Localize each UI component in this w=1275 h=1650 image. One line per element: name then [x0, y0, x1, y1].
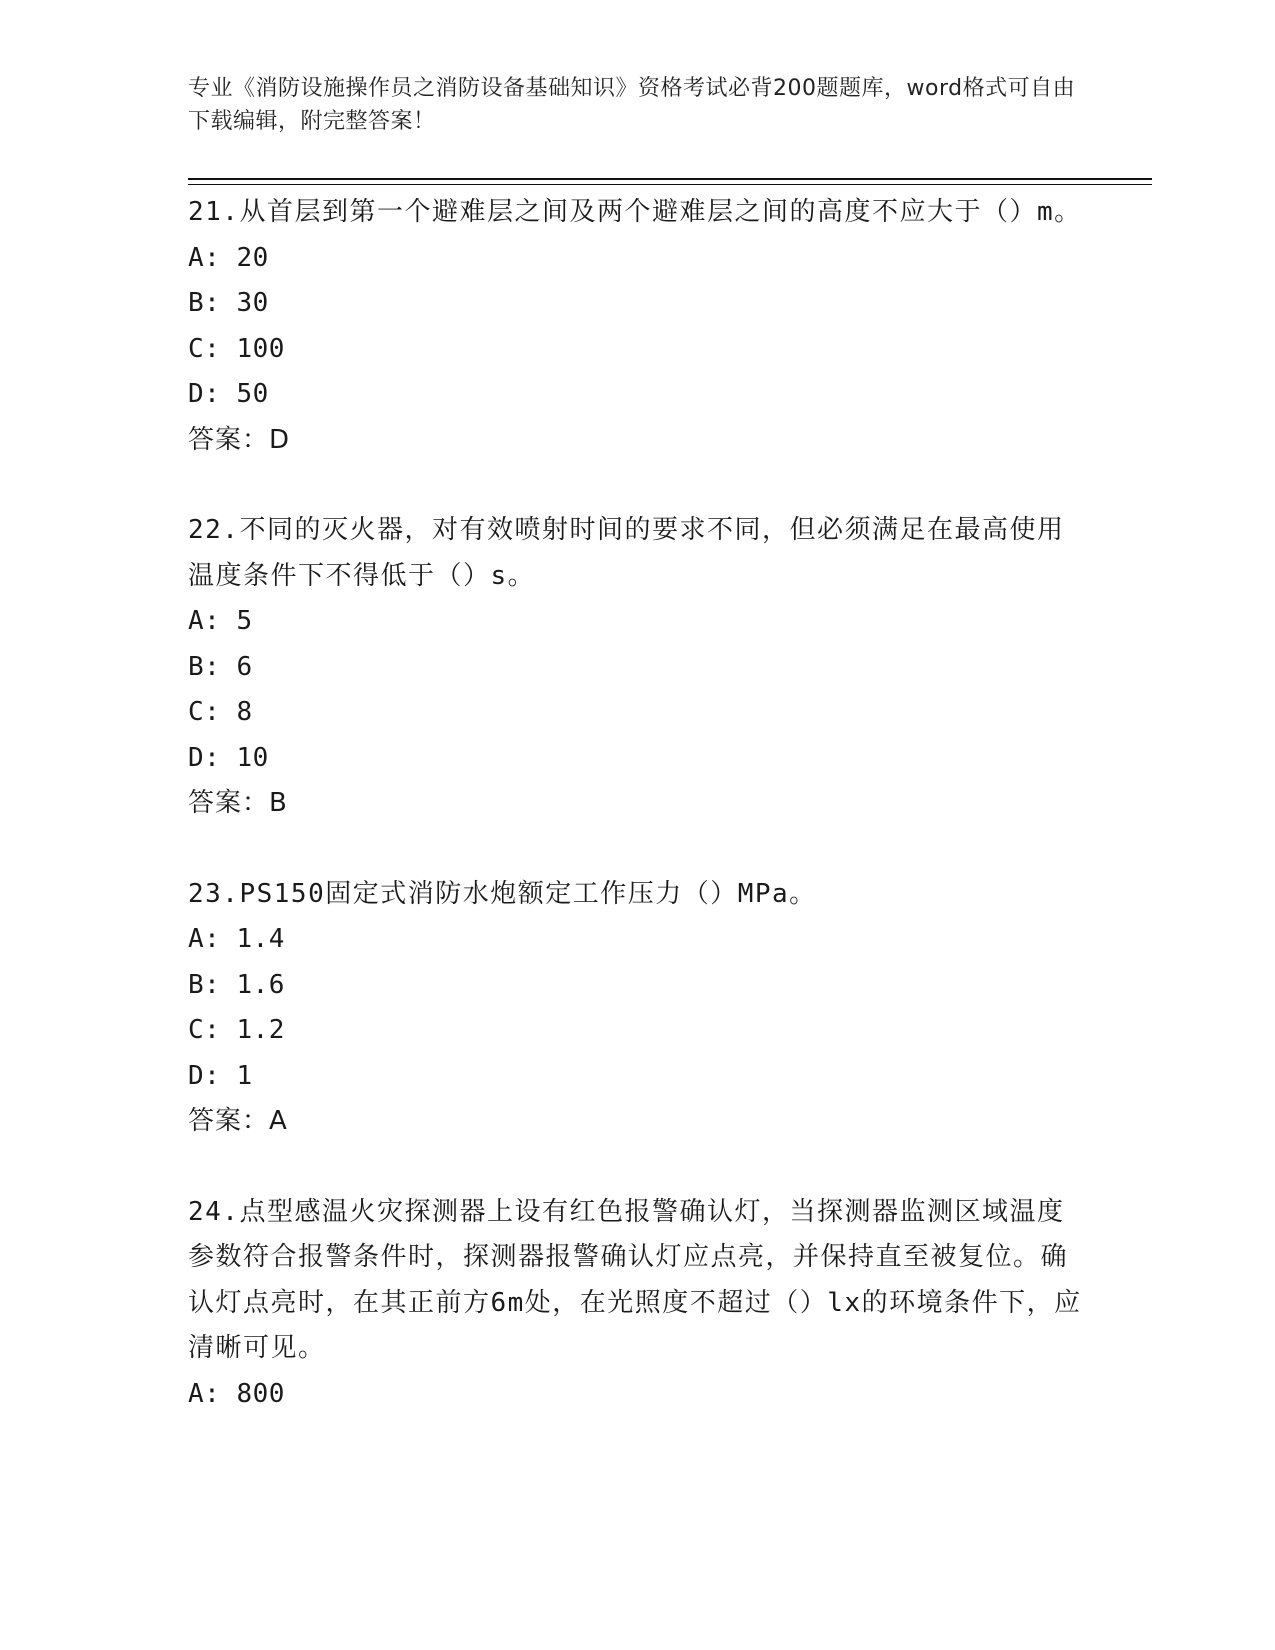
answer-line: 答案：D	[188, 424, 291, 455]
option-b: B: 6	[188, 651, 253, 682]
option-b: B: 30	[188, 288, 269, 318]
option-a: A: 800	[188, 1378, 285, 1409]
option-b: B: 1.6	[188, 969, 285, 1000]
question-stem: 22.不同的灭火器，对有效喷射时间的要求不同，但必须满足在最高使用温度条件下不得低于（）s。	[188, 515, 1065, 591]
option-a: A: 5	[188, 606, 253, 636]
option-a: A: 20	[188, 242, 269, 273]
header-divider-bottom	[188, 184, 1152, 185]
answer-line: 答案：A	[188, 1106, 288, 1136]
option-a: A: 1.4	[188, 924, 285, 954]
option-d: D: 10	[188, 742, 269, 773]
option-c: C: 1.2	[188, 1015, 285, 1045]
question-22	[188, 508, 1088, 827]
question-23	[188, 872, 1088, 1145]
question-list	[188, 190, 1088, 1417]
question-21	[188, 190, 1088, 463]
question-stem: 23.PS150固定式消防水炮额定工作压力（）MPa。	[188, 878, 817, 909]
header-divider-top	[188, 178, 1152, 180]
option-c: C: 100	[188, 333, 285, 364]
question-stem: 21.从首层到第一个避难层之间及两个避难层之间的高度不应大于（）m。	[188, 197, 1082, 227]
document-header: 专业《消防设施操作员之消防设备基础知识》资格考试必背200题题库，word格式可自由下载编辑，附完整答案！	[188, 76, 1076, 134]
question-24	[188, 1190, 1088, 1418]
option-d: D: 1	[188, 1060, 253, 1091]
answer-line: 答案：B	[188, 788, 288, 818]
question-stem: 24.点型感温火灾探测器上设有红色报警确认灯，当探测器监测区域温度参数符合报警条件时，探测器报警确认灯应点亮，并保持直至被复位。确认灯点亮时，在其正前方6m处，在光照度不超过（）lx的环境条件下，应清晰可见。	[188, 1196, 1082, 1363]
option-c: C: 8	[188, 697, 253, 727]
option-d: D: 50	[188, 379, 269, 409]
